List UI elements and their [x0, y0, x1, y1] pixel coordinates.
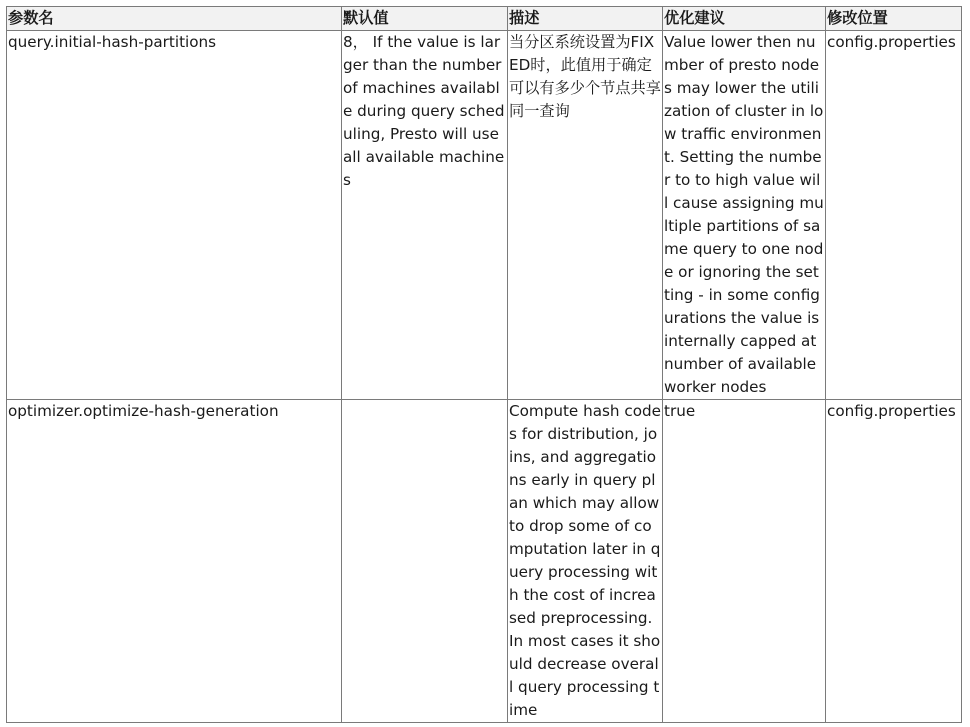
- cell-suggestion: true: [663, 400, 826, 723]
- table-row: [7, 31, 962, 400]
- cell-location: config.properties: [826, 400, 962, 723]
- header-param-name: 参数名: [7, 7, 342, 31]
- cell-param-name: optimizer.optimize-hash-generation: [7, 400, 342, 723]
- cell-description: 当分区系统设置为FIXED时，此值用于确定可以有多少个节点共享同一查询: [508, 31, 663, 400]
- cell-suggestion: Value lower then number of presto nodes may lower the utilization of cluster in low traffic environment. Setting the number to to high value will cause assigning multiple partitions of same query to one node or ignoring the setting - in some configurations the value is internally capped at number of available worker nodes: [663, 31, 826, 400]
- cell-default-value: 8， If the value is larger than the number of machines available during query scheduling, Presto will use all available machines: [342, 31, 508, 400]
- parameters-table: [6, 6, 962, 723]
- table-header-row: [7, 7, 962, 31]
- header-description: 描述: [508, 7, 663, 31]
- header-modify-location: 修改位置: [826, 7, 962, 31]
- table-row: [7, 400, 962, 723]
- cell-default-value: [342, 400, 508, 723]
- header-default-value: 默认值: [342, 7, 508, 31]
- cell-description: Compute hash codes for distribution, joins, and aggregations early in query plan which may allow to drop some of computation later in query processing with the cost of increased preprocessing. In most cases it should decrease overall query processing time: [508, 400, 663, 723]
- header-optimization-suggestion: 优化建议: [663, 7, 826, 31]
- cell-location: config.properties: [826, 31, 962, 400]
- cell-param-name: query.initial-hash-partitions: [7, 31, 342, 400]
